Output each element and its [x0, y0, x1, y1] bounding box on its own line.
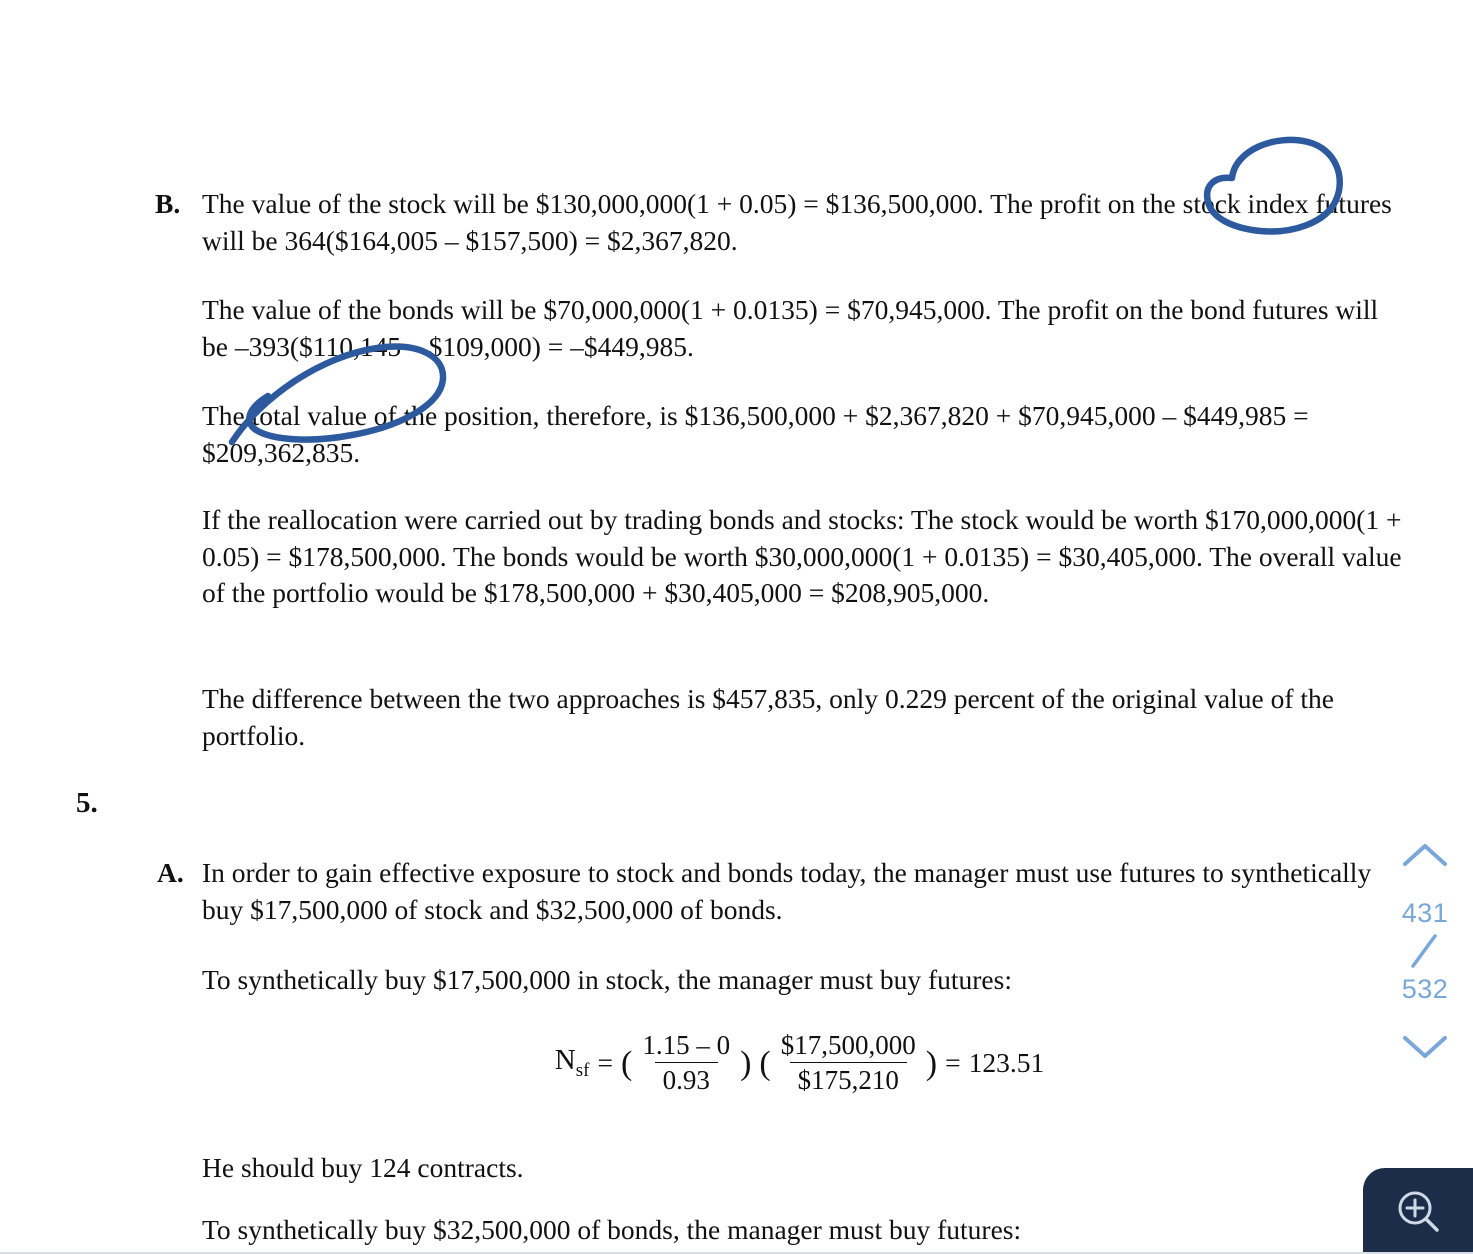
list-marker-b: B.: [155, 188, 181, 219]
paragraph-b2: The value of the bonds will be $70,000,000(1 + 0.0135) = $70,945,000. The profit on the bond futures will be –393($110,145 – $109,000) = –$449,985.: [202, 294, 1379, 362]
formula-fraction-2: [773, 1032, 924, 1094]
next-page-button[interactable]: [1377, 1032, 1473, 1088]
paragraph-a1: In order to gain effective exposure to stock and bonds today, the manager must use futures to synthetically buy $17,500,000 of stock and $32,500,000 of bonds.: [202, 857, 1372, 925]
current-page-number[interactable]: 431: [1401, 898, 1449, 928]
paragraph-b1: The value of the stock will be $130,000,000(1 + 0.05) = $136,500,000. The profit on the stock index futures will be 364($164,005 – $157,500) = $2,367,820.: [202, 188, 1392, 256]
formula-nsf-stock: [202, 1032, 1397, 1094]
question-number-5: 5.: [76, 787, 98, 819]
paragraph-a3: He should buy 124 contracts.: [202, 1152, 524, 1183]
formula-open-paren-1: (: [621, 1045, 633, 1082]
previous-page-button[interactable]: [1377, 840, 1473, 896]
reader-page-controls: [1377, 840, 1473, 1088]
zoom-in-button[interactable]: [1363, 1168, 1473, 1254]
formula-fraction-2-numerator: $17,500,000: [780, 1030, 916, 1060]
zoom-in-icon: [1392, 1185, 1444, 1237]
formula-fraction-1-denominator: 0.93: [655, 1062, 718, 1094]
formula-result: 123.51: [968, 1047, 1045, 1079]
formula-close-paren-2: ): [925, 1045, 938, 1082]
formula-fraction-1-numerator: 1.15 – 0: [642, 1030, 731, 1060]
paragraph-b5: The difference between the two approaches is $457,835, only 0.229 percent of the original value of the portfolio.: [202, 683, 1334, 751]
formula-open-paren-2: (: [759, 1045, 771, 1082]
paragraph-a4: To synthetically buy $32,500,000 of bonds, the manager must buy futures:: [202, 1214, 1022, 1245]
paragraph-b3: The total value of the position, therefore, is $136,500,000 + $2,367,820 + $70,945,000 – $449,985 = $209,362,835.: [202, 400, 1309, 468]
formula-lhs: $N_{sf}$: [554, 1044, 590, 1081]
paragraph-b4: If the reallocation were carried out by trading bonds and stocks: The stock would be worth $170,000,000(1 + 0.05) = $178,500,000. The bonds would be worth $30,000,000(1 + 0.0135) = $30,405,000. The overall value of the portfolio would be $178,500,000 + $30,405,000 = $208,905,000.: [202, 504, 1402, 608]
page-separator-icon: [1377, 930, 1473, 972]
formula-close-paren-1: ): [740, 1045, 752, 1082]
paragraph-a2: To synthetically buy $17,500,000 in stock, the manager must buy futures:: [202, 964, 1012, 995]
formula-fraction-2-denominator: $175,210: [790, 1062, 907, 1094]
list-marker-a: A.: [157, 857, 184, 888]
formula-equals: =: [597, 1047, 613, 1079]
formula-fraction-1: [634, 1032, 738, 1094]
formula-result-equals: =: [945, 1047, 961, 1079]
total-page-number: 532: [1401, 974, 1449, 1004]
